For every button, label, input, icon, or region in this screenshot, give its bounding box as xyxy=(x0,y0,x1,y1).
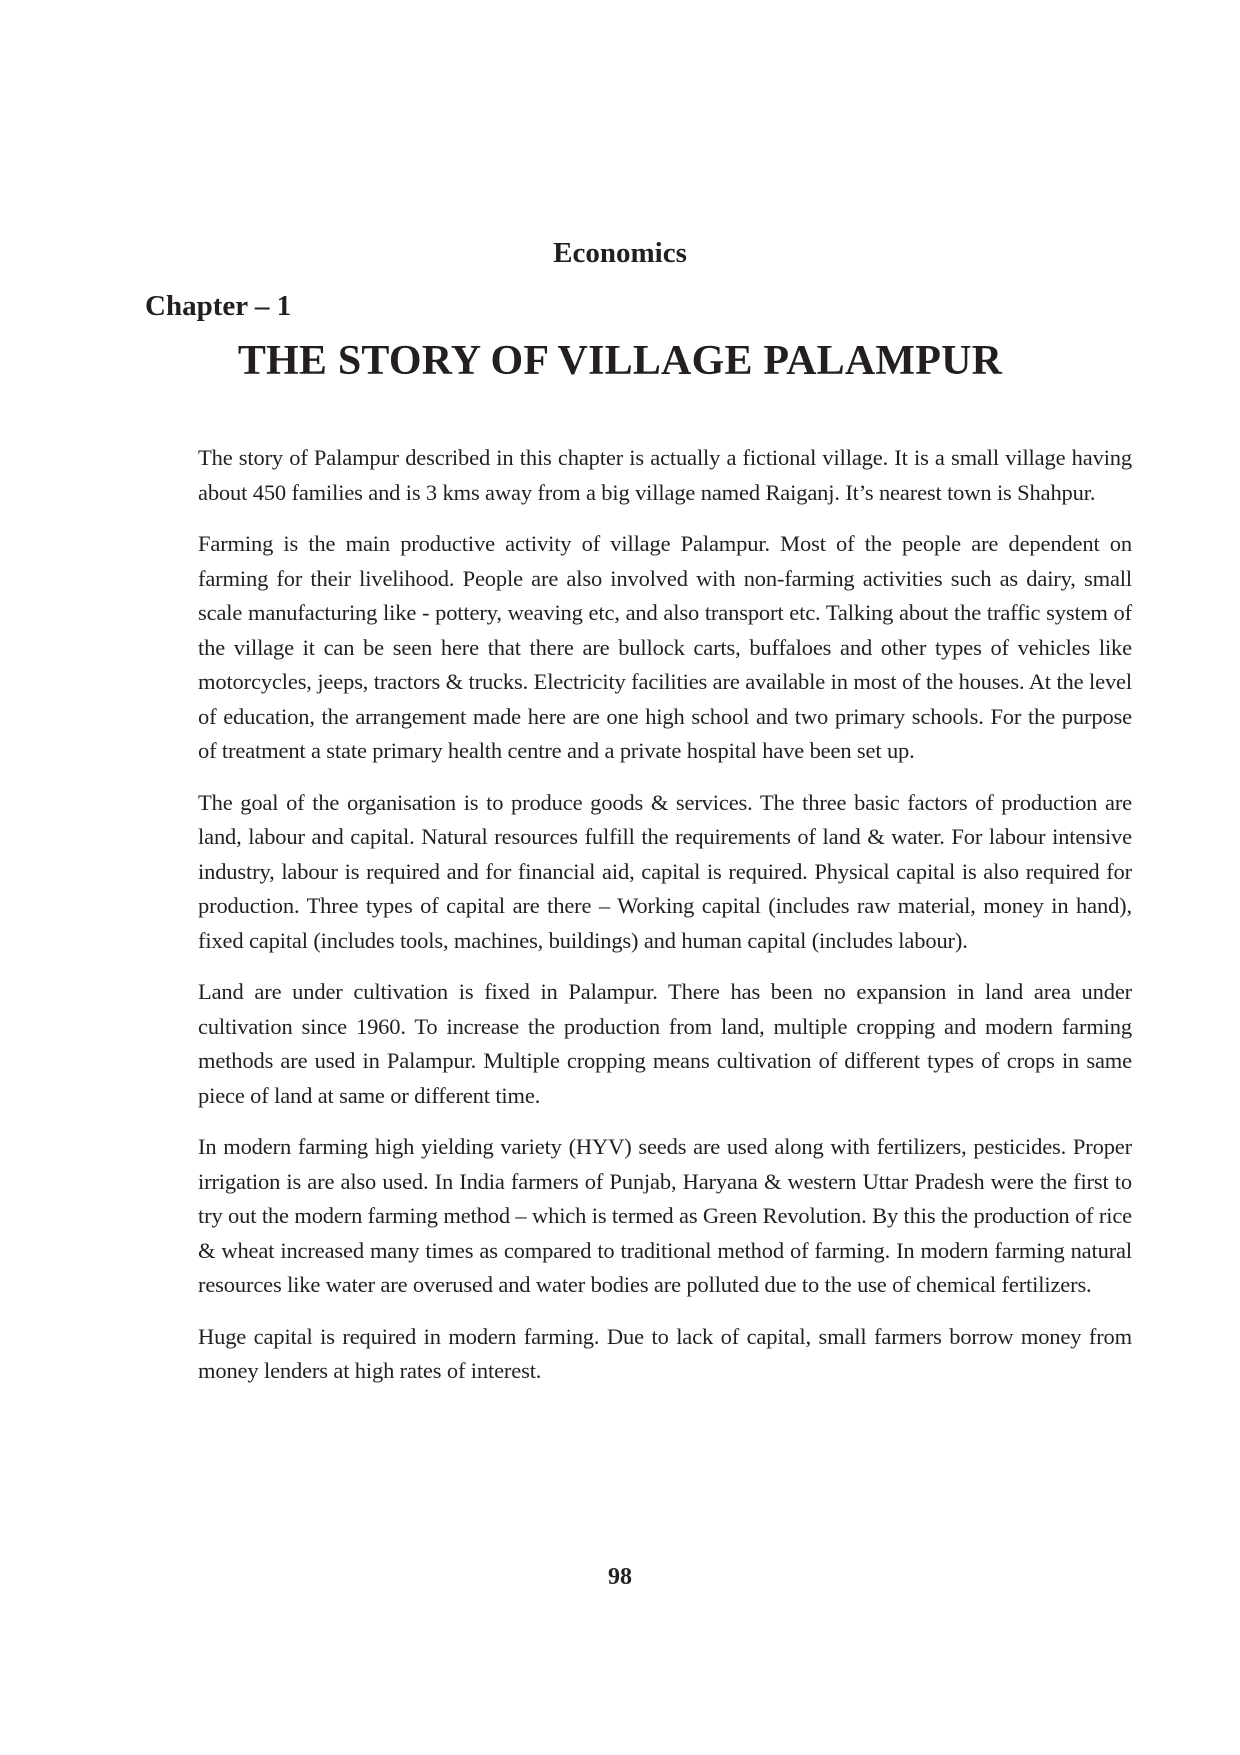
chapter-label: Chapter – 1 xyxy=(145,290,292,322)
paragraph-capital-borrowing: Huge capital is required in modern farming. Due to lack of capital, small farmers borrow money from money lenders at high rates of interest. xyxy=(198,1323,1132,1383)
subject-heading: Economics xyxy=(553,237,687,269)
paragraph-farming-activities: Farming is the main productive activity of village Palampur. Most of the people are dependent on farming for their livelihood. People are also involved with non-farming activities such as dairy, small scale manufacturing like - pottery, weaving etc, and also transport etc. Talking about the traffic system of the village it can be seen here that there are bullock carts, buffaloes and other types of vehicles like motorcycles, jeeps, tractors & trucks. Electricity facilities are available in most of the houses. At the level of education, the arrangement made here are one high school and two primary schools. For the purpose of treatment a state primary health centre and a private hospital have been set up. xyxy=(198,531,1132,763)
paragraph-introduction: The story of Palampur described in this chapter is actually a fictional village. It is a small village having about 450 families and is 3 kms away from a big village named Raiganj. It’s nearest town is Shahpur. xyxy=(198,445,1132,505)
paragraph-factors-of-production: The goal of the organisation is to produce goods & services. The three basic factors of production are land, labour and capital. Natural resources fulfill the requirements of land & water. For labour intensive industry, labour is required and for financial aid, capital is required. Physical capital is also required for production. Three types of capital are there – Working capital (includes raw material, money in hand), fixed capital (includes tools, machines, buildings) and human capital (includes labour). xyxy=(198,789,1132,953)
page-number: 98 xyxy=(608,1564,632,1590)
chapter-title: THE STORY OF VILLAGE PALAMPUR xyxy=(237,338,1003,384)
chapter-body xyxy=(198,441,1132,1406)
paragraph-land-cultivation: Land are under cultivation is fixed in Palampur. There has been no expansion in land area under cultivation since 1960. To increase the production from land, multiple cropping and modern farming methods are used in Palampur. Multiple cropping means cultivation of different types of crops in same piece of land at same or different time. xyxy=(198,979,1132,1108)
paragraph-modern-farming: In modern farming high yielding variety (HYV) seeds are used along with fertilizers, pesticides. Proper irrigation is are also used. In India farmers of Punjab, Haryana & western Uttar Pradesh were the first to try out the modern farming method – which is termed as Green Revolution. By this the production of rice & wheat increased many times as compared to traditional method of farming. In modern farming natural resources like water are overused and water bodies are polluted due to the use of chemical fertilizers. xyxy=(198,1134,1132,1297)
